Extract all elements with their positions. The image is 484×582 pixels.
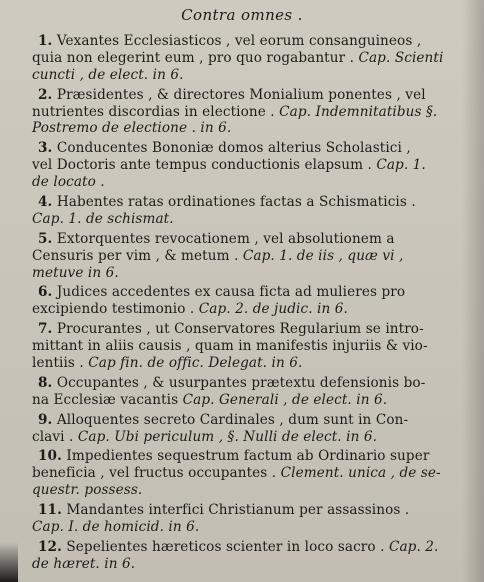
entry-line <box>0 140 484 157</box>
entry-line <box>0 465 484 482</box>
list-item <box>0 448 484 499</box>
citation-text: Cap. 1. de iis , quæ vi , <box>242 247 404 264</box>
entry-text: Impedientes sequestrum factum ab Ordinario super <box>66 448 430 465</box>
citation-text: Cap. 2. de judic. in 6. <box>198 301 348 318</box>
entry-line <box>0 284 484 301</box>
entry-text: Sepelientes hæreticos scienter in loco sacro . <box>66 538 389 555</box>
citation-text: questr. possess. <box>32 482 143 499</box>
entry-text: Præsidentes , & directores Monialium ponentes , vel <box>56 86 426 103</box>
entry-text: Occupantes , & usurpantes prætextu defensionis bo- <box>56 374 426 391</box>
citation-text: Postremo de electione . in 6. <box>32 120 232 137</box>
entry-text: lentiis . <box>32 355 89 372</box>
entry-line <box>0 338 484 355</box>
entry-line <box>0 157 484 174</box>
list-item <box>0 502 484 536</box>
citation-text: Cap. 1. de schismat. <box>32 210 174 227</box>
entry-number: 12. <box>38 538 62 555</box>
entry-text: clavi . <box>32 428 78 445</box>
entry-line <box>0 502 484 519</box>
entry-line <box>0 448 484 465</box>
entry-line <box>0 301 484 318</box>
entry-number: 6. <box>38 284 53 301</box>
citation-text: Cap. Generali , de elect. in 6. <box>182 391 388 408</box>
entry-line <box>0 539 484 556</box>
list-item <box>0 140 484 191</box>
list-item <box>0 539 484 573</box>
entry-text: Vexantes Ecclesiasticos , vel eorum consanguineos , <box>56 33 422 49</box>
entry-line <box>0 174 484 191</box>
list-item <box>0 231 484 282</box>
list-item <box>0 284 484 318</box>
citation-text: Cap. 1. <box>376 157 426 174</box>
entry-number: 5. <box>38 230 53 247</box>
entry-text: mittant in aliis causis , quam in manifestis injuriis & vio- <box>32 338 428 355</box>
entry-line <box>0 211 484 228</box>
entry-text: Habentes ratas ordinationes factas a Schismaticis . <box>56 194 416 211</box>
entry-line <box>0 412 484 429</box>
citation-text: cuncti , de elect. in 6. <box>32 66 184 83</box>
entry-text: Mandantes interfici Christianum per assassinos . <box>66 502 410 519</box>
entry-number: 2. <box>38 86 53 103</box>
page-heading: Contra omnes . <box>181 6 303 24</box>
entry-text: Censuris per vim , & metum . <box>32 247 243 264</box>
entry-line <box>0 429 484 446</box>
entry-text: nutrientes discordias in electione . <box>32 103 280 120</box>
entry-line <box>0 556 484 573</box>
entry-line <box>0 248 484 265</box>
citation-text: Clement. unica , de se- <box>280 465 441 482</box>
citation-text: Cap. 2. <box>388 538 439 555</box>
entry-number: 10. <box>38 448 62 465</box>
entry-line <box>0 321 484 338</box>
entry-text: excipiendo testimonio . <box>32 301 199 318</box>
entry-line <box>0 87 484 104</box>
list-item <box>0 87 484 138</box>
citation-text: de locato . <box>32 174 105 191</box>
entry-number: 7. <box>38 321 53 338</box>
entry-number: 4. <box>38 194 53 211</box>
entry-line <box>0 375 484 392</box>
list-item <box>0 194 484 228</box>
entry-text: beneficia , vel fructus occupantes . <box>32 465 281 482</box>
entry-line <box>0 265 484 282</box>
entry-line <box>0 392 484 409</box>
entry-text: vel Doctoris ante tempus conductionis elapsum . <box>32 157 377 174</box>
citation-text: Cap. I. de homicid. in 6. <box>32 519 200 536</box>
list-item <box>0 33 484 84</box>
entry-line <box>0 194 484 211</box>
entry-line <box>0 482 484 499</box>
entry-text: Conducentes Bononiæ domos alterius Scholastici , <box>56 140 411 157</box>
list-item <box>0 321 484 372</box>
entry-line <box>0 519 484 536</box>
entry-line <box>0 104 484 121</box>
entry-number: 9. <box>38 411 53 428</box>
citation-text: Cap. Ubi periculum , §. Nulli de elect. in 6. <box>77 428 378 445</box>
entry-text: Procurantes , ut Conservatores Regularium se intro- <box>56 321 424 338</box>
list-item <box>0 412 484 446</box>
entry-number: 3. <box>38 140 53 157</box>
entry-line <box>0 231 484 248</box>
entry-number: 11. <box>38 502 62 519</box>
entry-line <box>0 50 484 67</box>
citation-text: metuve in 6. <box>32 264 119 281</box>
entry-line <box>0 355 484 372</box>
citation-text: Cap. Scienti <box>358 49 444 66</box>
entry-line <box>0 33 484 50</box>
entry-number: 8. <box>38 374 53 391</box>
entry-text: quia non elegerint eum , pro quo rogabantur . <box>32 49 359 66</box>
entry-line <box>0 120 484 137</box>
entry-text: Alloquentes secreto Cardinales , dum sunt in Con- <box>56 411 409 428</box>
citation-text: Cap. Indemnitatibus §. <box>279 103 438 120</box>
entry-list <box>0 33 484 576</box>
entry-text: na Ecclesiæ vacantis <box>32 391 183 408</box>
citation-text: Cap fin. de offic. Delegat. in 6. <box>88 355 303 372</box>
entry-number: 1. <box>38 33 53 49</box>
entry-text: Extorquentes revocationem , vel absolutionem a <box>56 230 395 247</box>
entry-text: Judices accedentes ex causa ficta ad mulieres pro <box>56 284 406 301</box>
citation-text: de hæret. in 6. <box>32 555 136 572</box>
list-item <box>0 375 484 409</box>
entry-line <box>0 67 484 84</box>
